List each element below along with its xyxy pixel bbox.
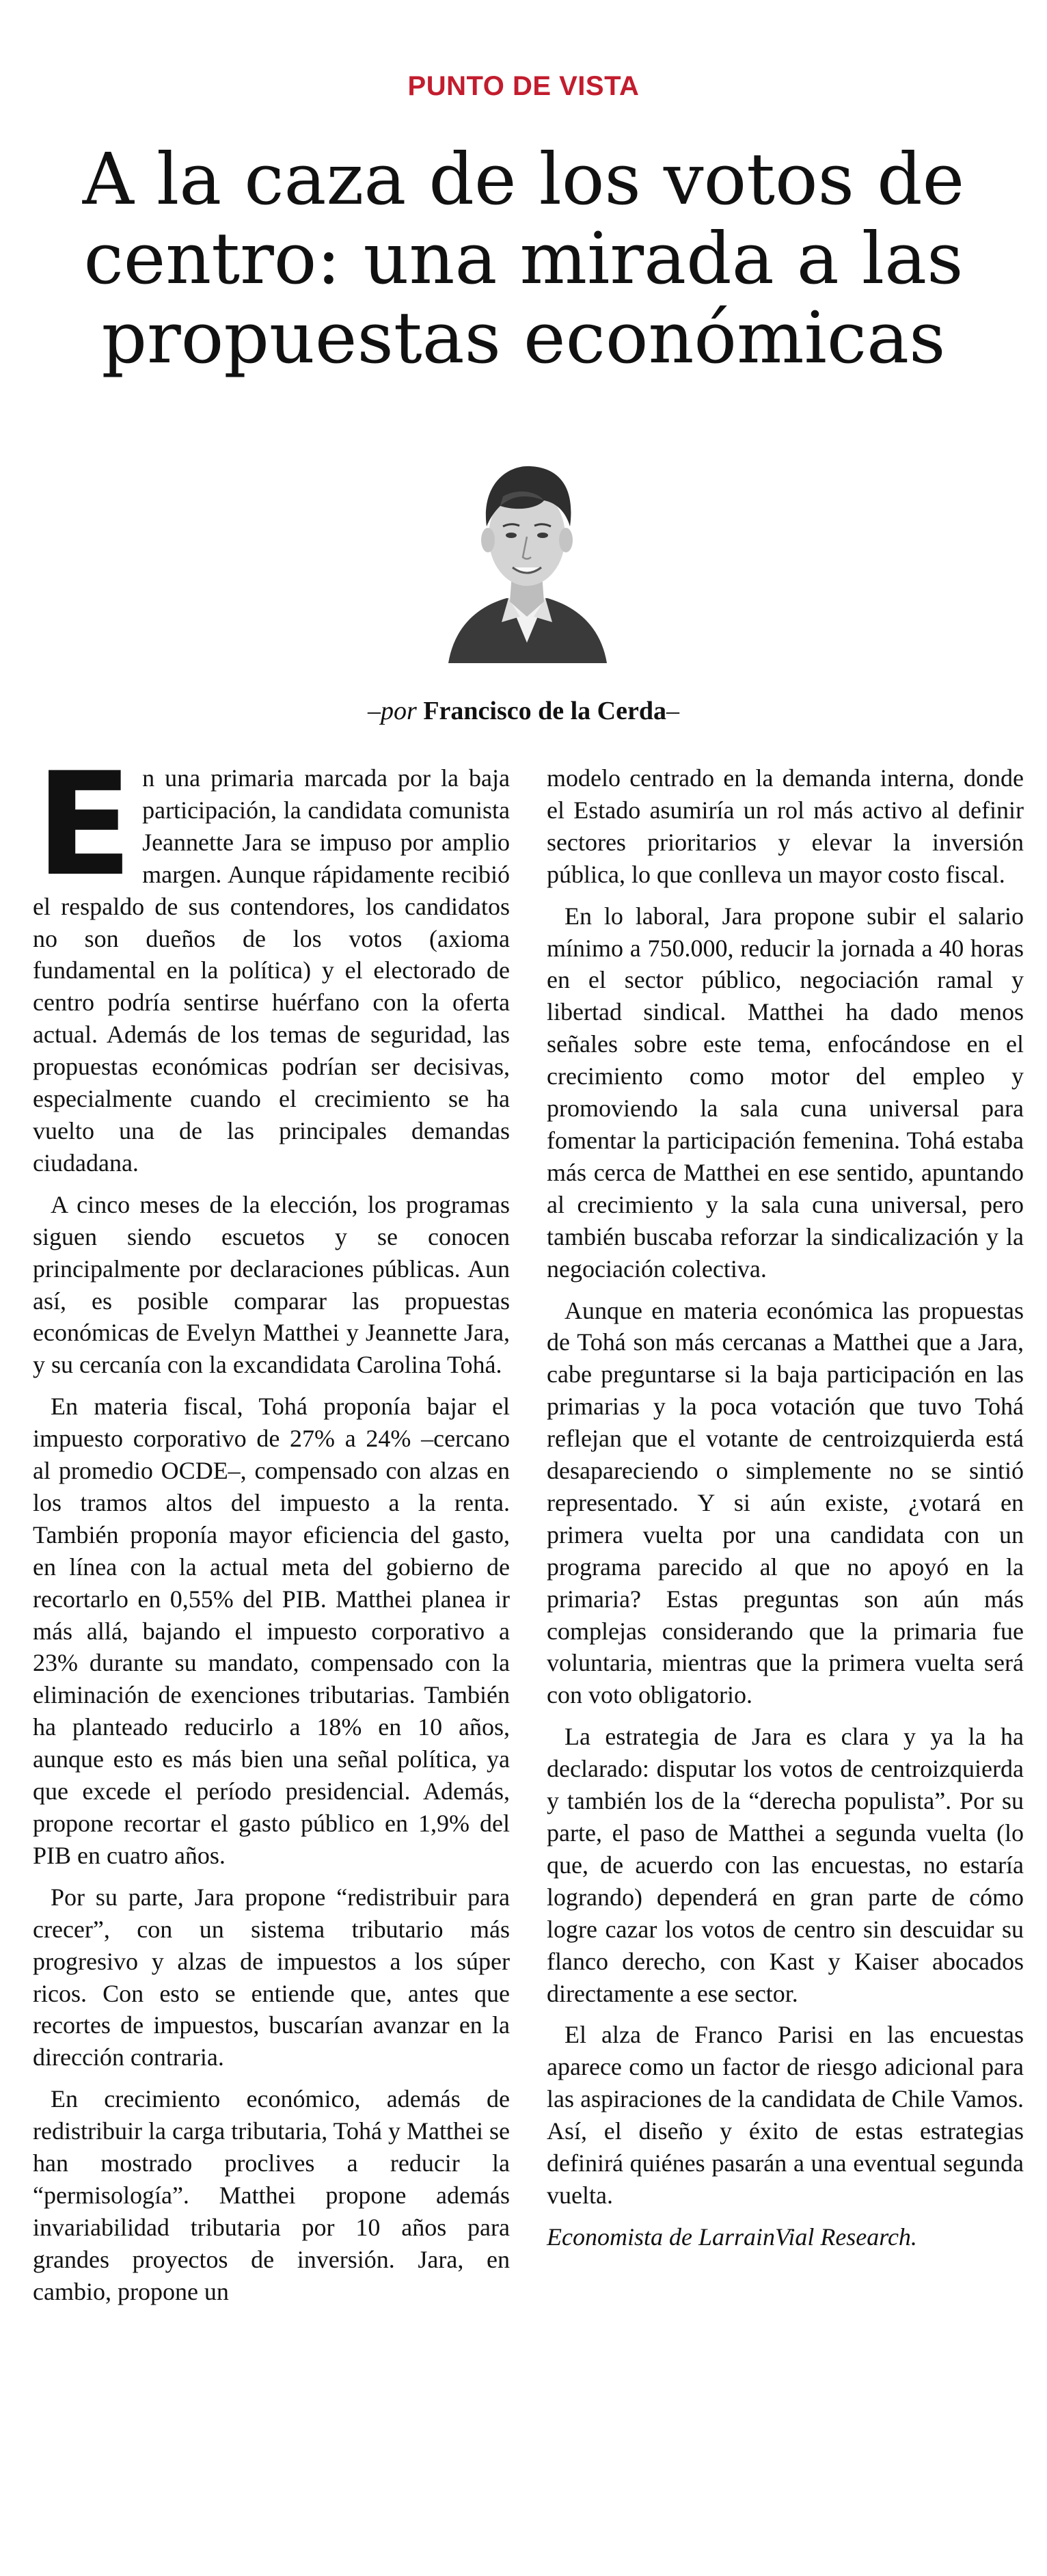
article-paragraph [33, 742, 510, 1179]
paragraph-text: n una primaria marcada por la baja participación, la candidata comunista Jeannette Jara se impuso por amplio margen. Aunque rápidamente recibió el respaldo de sus contendores, los candidatos no son dueños de los votos (axioma fundamental en la política) y el electorado de centro podría sentirse huérfano con la oferta actual. Además de los temas de seguridad, las propuestas económicas podrían ser decisivas, especialmente cuando el crecimiento se ha vuelto una de las principales demandas ciudadana. [33, 764, 510, 1177]
author-name: Francisco de la Cerda [423, 697, 666, 725]
article-paragraph: En materia fiscal, Tohá proponía bajar el impuesto corporativo de 27% a 24% –cercano al promedio OCDE–, compensado con alzas en los tramos altos del impuesto a la renta. También proponía mayor eficiencia del gasto, en línea con la actual meta del gobierno de recortarlo en 0,55% del PIB. Matthei planea ir más allá, bajando el impuesto corporativo a 23% durante su mandato, compensado con la eliminación de exenciones tributarias. También ha planteado reducirlo a 18% en 10 años, aunque esto es más bien una señal política, ya que excede el período presidencial. Además, propone recortar el gasto público en 1,9% del PIB en cuatro años. [33, 1393, 510, 1869]
article-column-right [547, 762, 1024, 2263]
article-paragraph: Aunque en materia económica las propuestas de Tohá son más cercanas a Matthei que a Jara, cabe preguntarse si la baja participación en las primarias y la poca votación que tuvo Tohá reflejan que el votante de centroizquierda está desapareciendo o simplemente no se sintió representado. Y si aún existe, ¿votará en primera vuelta por una candidata con un programa parecido al que no apoyó en la primaria? Estas preguntas son aún más complejas considerando que la primaria fue voluntaria, mientras que la primera vuelta será con voto obligatorio. [547, 1296, 1024, 1709]
section-label: PUNTO DE VISTA [407, 71, 640, 101]
byline [0, 696, 1047, 726]
article-paragraph: El alza de Franco Parisi en las encuestas aparece como un factor de riesgo adicional para las aspiraciones de la candidata de Chile Vamos. Así, el diseño y éxito de estas estrategias definirá quiénes pasarán a una eventual segunda vuelta. [547, 2021, 1024, 2209]
article-paragraph: Por su parte, Jara propone “redistribuir para crecer”, con un sistema tributario más progresivo y alzas de impuestos a los súper ricos. Con esto se entiende que, antes que recortes de impuestos, buscarían avanzar en la dirección contraria. [33, 1883, 510, 2071]
headline: A la caza de los votos de centro: una mirada a las propuestas económicas [82, 137, 965, 379]
article-paragraph: A cinco meses de la elección, los programas siguen siendo escuetos y se conocen principalmente por declaraciones públicas. Aun así, es posible comparar las propuestas económicas de Evelyn Matthei y Jeannette Jara, y su cercanía con la excandidata Carolina Tohá. [33, 1190, 510, 1379]
byline-prefix: –por [368, 697, 417, 725]
byline-suffix: – [666, 697, 679, 725]
article-paragraph: modelo centrado en la demanda interna, donde el Estado asumiría un rol más activo al definir sectores prioritarios y elevar la inversión pública, lo que conlleva un mayor costo fiscal. [547, 764, 1024, 888]
article-column-left [33, 742, 510, 2318]
author-portrait [441, 438, 612, 663]
article-paragraph: En lo laboral, Jara propone subir el salario mínimo a 750.000, reducir la jornada a 40 horas en el sector público, negociación ramal y libertad sindical. Matthei ha dado menos señales sobre este tema, enfocándose en el crecimiento como motor del empleo y promoviendo la sala cuna universal para fomentar la participación femenina. Tohá estaba más cerca de Matthei en ese sentido, apuntando al crecimiento y la sala cuna universal, pero también buscaba reforzar la sindicalización y la negociación colectiva. [547, 902, 1024, 1283]
drop-cap: E [36, 742, 133, 908]
article-paragraph: En crecimiento económico, además de redistribuir la carga tributaria, Tohá y Matthei se han mostrado proclives a reducir la “permisología”. Matthei propone además invariabilidad tributaria por 10 años para grandes proyectos de inversión. Jara, en cambio, propone un [33, 2085, 510, 2305]
article-paragraph: La estrategia de Jara es clara y ya la ha declarado: disputar los votos de centroizquierda y también los de la “derecha populista”. Por su parte, el paso de Matthei a segunda vuelta (lo que, de acuerdo con las encuestas, no estaría logrando) dependerá en gran parte de cómo logre cazar los votos de centro sin descuidar su flanco derecho, con Kast y Kaiser abocados directamente a ese sector. [547, 1723, 1024, 2007]
author-signature: Economista de LarrainVial Research. [547, 2223, 917, 2251]
